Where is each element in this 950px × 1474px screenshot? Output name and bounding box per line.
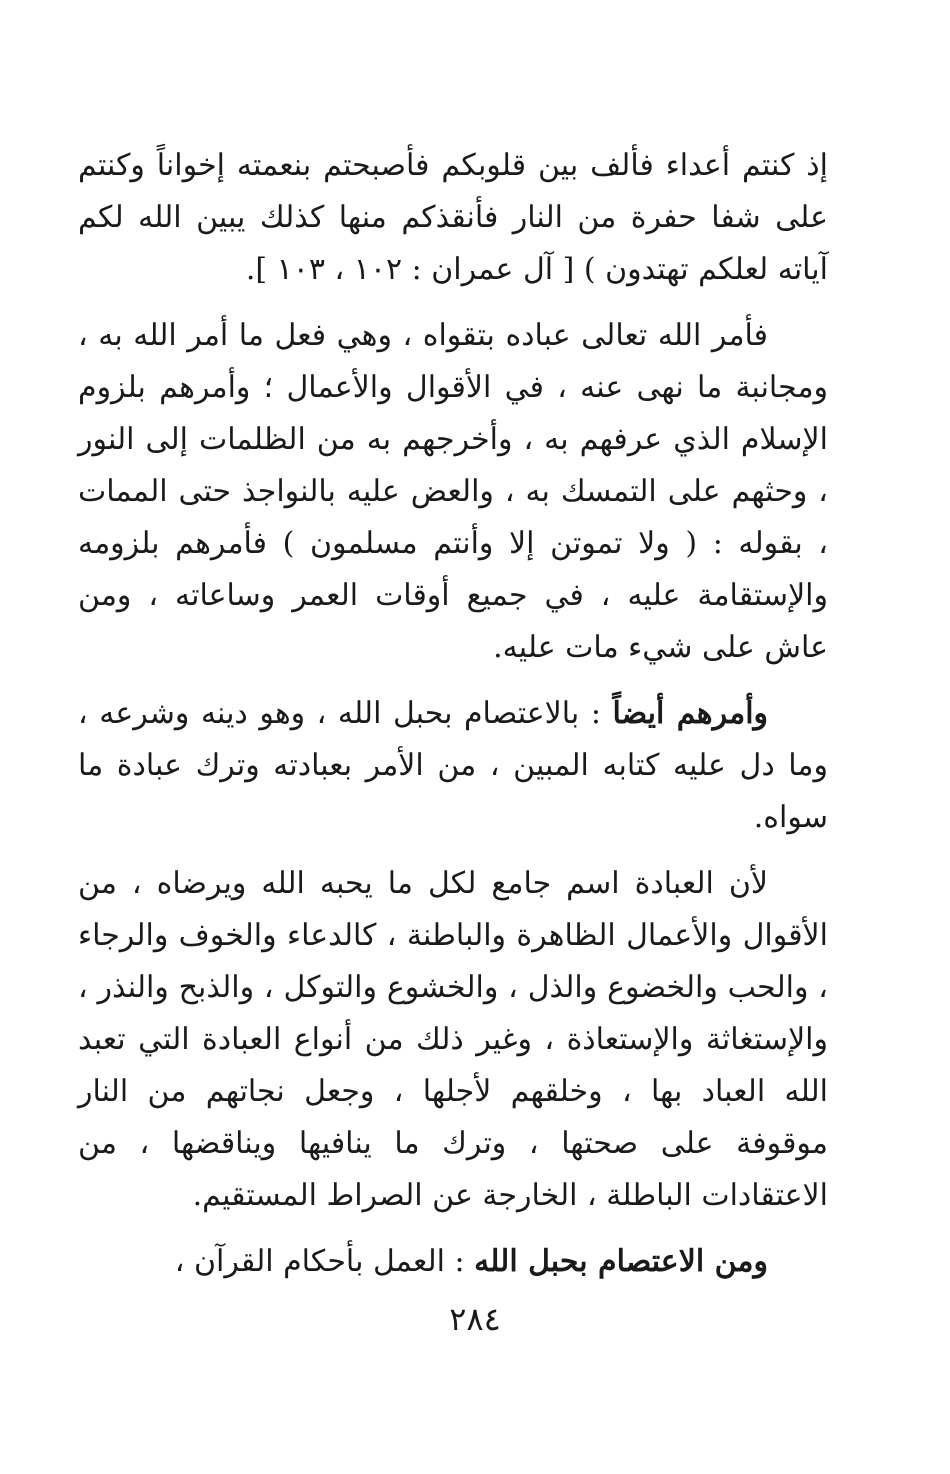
paragraph-text: لأن العبادة اسم جامع لكل ما يحبه الله ويرضاه ، من الأقوال والأعمال الظاهرة والباطنة ، كالدعاء والخوف والرجاء ، والحب والخضوع والذل ، والخشوع والتوكل ، والذبح والنذر ، والإستغاثة والإستعاذة ، وغير ذلك من أنواع العبادة التي تعبد الله العباد بها ، وخلقهم لأجلها ، وجعل نجاتهم من النار موقوفة على صحتها ، وترك ما ينافيها ويناقضها ، من الاعتقادات الباطلة ، الخارجة عن الصراط المستقيم. — [78, 866, 828, 1213]
paragraph-text: : بالاعتصام بحبل الله ، وهو دينه وشرعه ، وما دل عليه كتابه المبين ، من الأمر بعبادته وترك عبادة ما سواه. — [78, 696, 828, 835]
paragraph-verse-continuation — [78, 140, 828, 296]
paragraph-itisam — [78, 688, 828, 844]
paragraph-lead-bold: ومن الاعتصام بحبل الله — [474, 1244, 768, 1279]
paragraph-text: : العمل بأحكام القرآن ، — [174, 1244, 475, 1279]
paragraph-quran-rulings — [78, 1236, 828, 1288]
paragraph-lead-bold: وأمرهم أيضاً — [612, 696, 769, 731]
paragraph-taqwa — [78, 310, 828, 674]
paragraph-text: فأمر الله تعالى عباده بتقواه ، وهي فعل ما أمر الله به ، ومجانبة ما نهى عنه ، في الأقوال والأعمال ؛ وأمرهم بلزوم الإسلام الذي عرفهم به ، وأخرجهم به من الظلمات إلى النور ، وحثهم على التمسك به ، والعض عليه بالنواجذ حتى الممات ، بقوله : ( ولا تموتن إلا وأنتم مسلمون ) فأمرهم بلزومه والإستقامة عليه ، في جميع أوقات العمر وساعاته ، ومن عاش على شيء مات عليه. — [78, 318, 828, 665]
paragraph-text: إذ كنتم أعداء فألف بين قلوبكم فأصبحتم بنعمته إخواناً وكنتم على شفا حفرة من النار فأنقذكم منها كذلك يبين الله لكم آياته لعلكم تهتدون ) [ آل عمران : ١٠٢ ، ١٠٣ ]. — [78, 148, 828, 287]
paragraph-ibadah — [78, 858, 828, 1222]
page-body — [78, 140, 828, 1300]
page-number: ٢٨٤ — [449, 1300, 501, 1338]
